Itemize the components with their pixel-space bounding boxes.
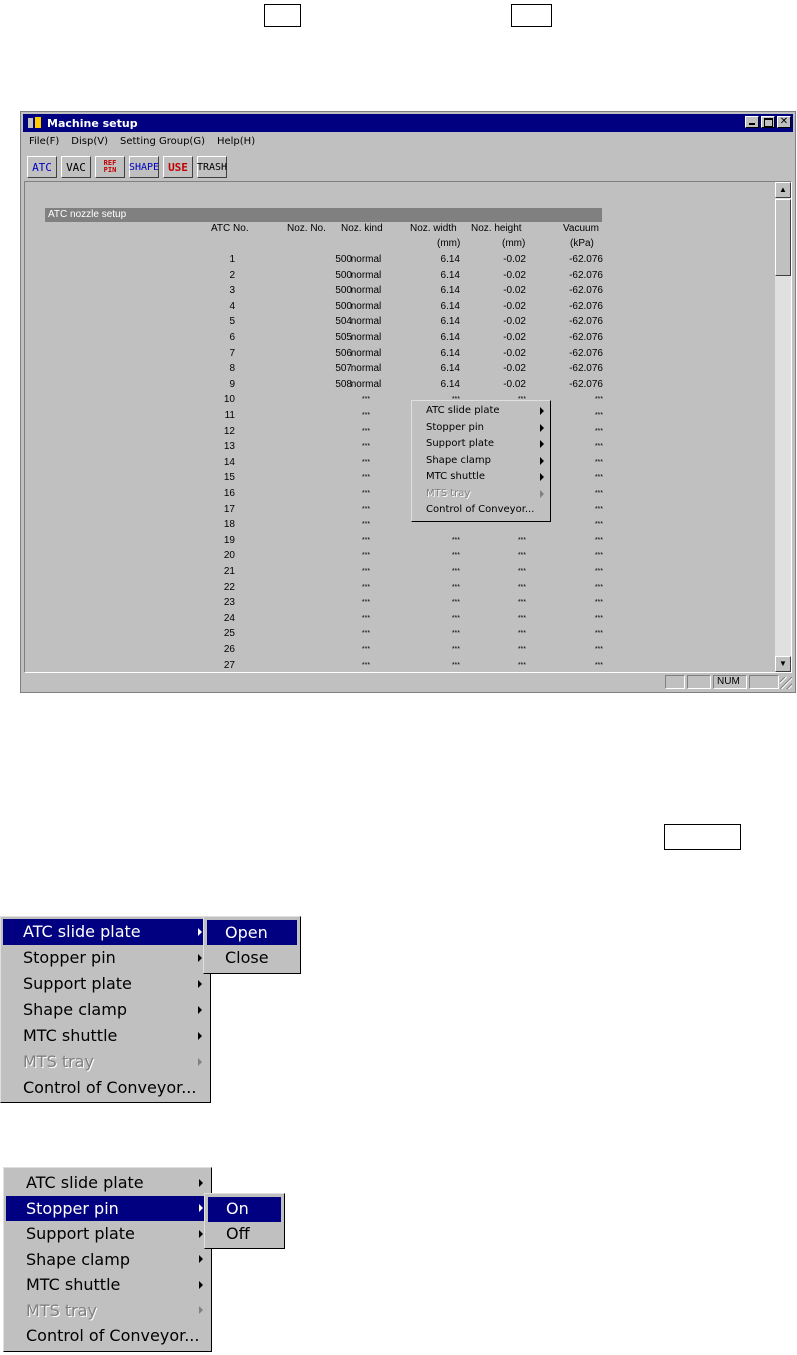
menu-setting-group[interactable]: Setting Group(G) xyxy=(119,136,205,147)
context-item-support-plate[interactable]: Support plate xyxy=(412,436,550,453)
submenu-arrow-icon xyxy=(199,1281,203,1289)
submenu-arrow-icon xyxy=(540,407,544,415)
cell-vacuum: *** xyxy=(594,521,603,529)
header-noz-width: Noz. width xyxy=(410,223,457,234)
menu-a-item-mtc-shuttle[interactable]: MTC shuttle xyxy=(3,1023,208,1049)
cell-vacuum: -62.076 xyxy=(569,347,603,359)
cell-noz-height: *** xyxy=(517,583,526,591)
menu-a-item-control-of-conveyor[interactable]: Control of Conveyor... xyxy=(23,1078,197,1097)
cell-noz-height: -0.02 xyxy=(503,363,526,375)
scroll-up-icon[interactable]: ▲ xyxy=(775,182,791,198)
cell-vacuum: *** xyxy=(594,583,603,591)
menu-file[interactable]: File(F) xyxy=(29,136,60,147)
cell-noz-kind: *** xyxy=(361,521,371,529)
table-row[interactable] xyxy=(25,595,625,611)
cell-atc-no: 27 xyxy=(223,659,235,671)
unit-width: (mm) xyxy=(437,238,461,249)
cell-vacuum: *** xyxy=(594,458,603,466)
cell-noz-kind: *** xyxy=(361,427,371,435)
cell-noz-height: -0.02 xyxy=(503,254,526,265)
menu-b xyxy=(3,1167,212,1352)
cell-vacuum: -62.076 xyxy=(569,285,603,297)
cell-atc-no: 2 xyxy=(229,269,235,281)
menu-b-item-control-of-conveyor[interactable]: Control of Conveyor... xyxy=(26,1326,200,1345)
cell-noz-kind: normal xyxy=(350,254,382,265)
menu-b-item-mts-tray: MTS tray xyxy=(6,1298,209,1324)
cell-noz-width: *** xyxy=(451,630,460,638)
cell-vacuum: *** xyxy=(594,536,603,544)
cell-atc-no: 20 xyxy=(223,550,235,562)
cell-noz-no: 506 xyxy=(335,347,352,359)
table-row[interactable] xyxy=(25,346,625,362)
menu-b-item-mtc-shuttle[interactable]: MTC shuttle xyxy=(6,1272,209,1298)
cell-vacuum: *** xyxy=(594,614,603,622)
cell-vacuum: *** xyxy=(594,646,603,653)
table-row[interactable] xyxy=(25,548,625,564)
cell-noz-height: -0.02 xyxy=(503,347,526,359)
window-title: Machine setup xyxy=(47,116,138,130)
cell-vacuum: *** xyxy=(594,490,603,497)
context-menu xyxy=(411,400,551,522)
submenu-arrow-icon xyxy=(199,1179,203,1187)
cell-noz-no: 500 xyxy=(335,254,352,265)
submenu-arrow-icon xyxy=(540,457,544,465)
cell-noz-kind: normal xyxy=(350,300,382,312)
cell-vacuum: *** xyxy=(594,396,603,404)
trash-button[interactable]: TRASH xyxy=(197,156,227,178)
cell-noz-kind: *** xyxy=(361,568,371,575)
menu-bar xyxy=(23,134,261,150)
cell-vacuum: *** xyxy=(594,412,603,419)
header-atc-no: ATC No. xyxy=(211,223,249,234)
cell-noz-height: *** xyxy=(517,552,526,560)
submenu-arrow-icon xyxy=(198,1006,202,1014)
table-row[interactable] xyxy=(25,642,625,658)
cell-noz-kind: *** xyxy=(361,630,371,638)
cell-noz-no: 500 xyxy=(335,285,352,297)
cell-vacuum: *** xyxy=(594,474,603,482)
cell-noz-height: -0.02 xyxy=(503,300,526,312)
cell-atc-no: 15 xyxy=(223,472,235,484)
cell-noz-width: 6.14 xyxy=(440,269,460,281)
header-noz-height: Noz. height xyxy=(471,223,522,234)
unit-height: (mm) xyxy=(502,238,526,249)
menu-a-sub-item-close[interactable]: Close xyxy=(225,948,269,967)
menu-a-sub-item-open[interactable]: Open xyxy=(207,920,297,945)
cell-vacuum: -62.076 xyxy=(569,269,603,281)
menu-b-item-atc-slide-plate[interactable]: ATC slide plate xyxy=(6,1170,209,1196)
header-noz-no: Noz. No. xyxy=(287,223,326,234)
cell-vacuum: *** xyxy=(594,599,603,607)
cell-noz-width: *** xyxy=(451,552,460,560)
menu-b-sub-item-off[interactable]: Off xyxy=(226,1223,250,1243)
menu-a-submenu xyxy=(203,916,301,974)
minimize-button[interactable] xyxy=(745,116,759,128)
submenu-arrow-icon xyxy=(540,440,544,448)
cell-atc-no: 18 xyxy=(223,519,235,531)
use-button[interactable]: USE xyxy=(163,156,193,178)
context-item-mts-tray: MTS tray xyxy=(412,486,550,503)
toolbar xyxy=(27,156,227,178)
cell-noz-no: 500 xyxy=(335,300,352,312)
cell-atc-no: 1 xyxy=(229,254,235,265)
submenu-arrow-icon xyxy=(199,1255,203,1263)
cell-noz-kind: normal xyxy=(350,363,382,375)
resize-grip[interactable] xyxy=(780,677,792,689)
submenu-arrow-icon xyxy=(540,473,544,481)
cell-noz-kind: *** xyxy=(361,505,371,513)
cell-noz-no: 507 xyxy=(335,363,352,375)
table-row[interactable] xyxy=(25,580,625,596)
cell-noz-height: -0.02 xyxy=(503,332,526,343)
cell-noz-width: *** xyxy=(451,646,460,653)
cell-noz-kind: *** xyxy=(361,396,371,404)
cell-vacuum: -62.076 xyxy=(569,332,603,343)
cell-vacuum: *** xyxy=(594,505,603,513)
cell-noz-kind: *** xyxy=(361,661,371,669)
menu-b-item-support-plate[interactable]: Support plate xyxy=(6,1221,209,1247)
submenu-arrow-icon xyxy=(198,980,202,988)
cell-noz-height: -0.02 xyxy=(503,285,526,297)
menu-a-item-mts-tray: MTS tray xyxy=(3,1049,208,1075)
cell-noz-kind: *** xyxy=(361,474,371,482)
cell-noz-width: *** xyxy=(451,536,460,544)
cell-noz-no: 505 xyxy=(335,332,352,343)
cell-atc-no: 9 xyxy=(229,378,235,390)
shape-button[interactable]: SHAPE xyxy=(129,156,159,178)
cell-noz-kind: normal xyxy=(350,347,382,359)
cell-noz-kind: normal xyxy=(350,332,382,343)
header-vacuum: Vacuum xyxy=(563,223,599,234)
cell-vacuum: -62.076 xyxy=(569,316,603,328)
cell-vacuum: *** xyxy=(594,568,603,575)
cell-noz-kind: normal xyxy=(350,269,382,281)
cell-noz-kind: *** xyxy=(361,458,371,466)
table-row[interactable] xyxy=(25,252,625,268)
cell-noz-kind: normal xyxy=(350,285,382,297)
blank-box-2 xyxy=(511,4,552,27)
title-bar[interactable] xyxy=(23,114,793,132)
blank-box-3 xyxy=(664,824,741,850)
table-row[interactable] xyxy=(25,299,625,315)
table-row[interactable] xyxy=(25,314,625,330)
submenu-arrow-icon xyxy=(540,490,544,498)
cell-atc-no: 26 xyxy=(223,644,235,655)
context-item-mtc-shuttle[interactable]: MTC shuttle xyxy=(412,469,550,486)
cell-atc-no: 6 xyxy=(229,332,235,343)
table-row[interactable] xyxy=(25,361,625,377)
cell-atc-no: 13 xyxy=(223,441,235,453)
context-item-control-of-conveyor[interactable]: Control of Conveyor... xyxy=(426,504,535,515)
cell-atc-no: 19 xyxy=(223,534,235,546)
cell-noz-kind: *** xyxy=(361,583,371,591)
cell-atc-no: 16 xyxy=(223,488,235,499)
menu-a-item-shape-clamp[interactable]: Shape clamp xyxy=(3,997,208,1023)
cell-noz-no: 500 xyxy=(335,269,352,281)
cell-noz-height: *** xyxy=(517,568,526,575)
context-item-shape-clamp[interactable]: Shape clamp xyxy=(412,453,550,470)
menu-a xyxy=(0,916,211,1103)
cell-atc-no: 5 xyxy=(229,316,235,328)
cell-noz-kind: normal xyxy=(350,316,382,328)
menu-b-item-shape-clamp[interactable]: Shape clamp xyxy=(6,1247,209,1273)
cell-atc-no: 14 xyxy=(223,456,235,468)
vertical-scrollbar[interactable] xyxy=(775,182,791,672)
cell-noz-kind: *** xyxy=(361,443,371,451)
cell-noz-height: -0.02 xyxy=(503,378,526,390)
cell-noz-kind: *** xyxy=(361,412,371,419)
menu-b-item-stopper-pin[interactable]: Stopper pin xyxy=(6,1196,209,1222)
cell-noz-width: *** xyxy=(451,661,460,669)
cell-noz-width: 6.14 xyxy=(440,254,460,265)
context-item-stopper-pin[interactable]: Stopper pin xyxy=(412,420,550,437)
maximize-button[interactable] xyxy=(761,116,775,128)
cell-noz-width: *** xyxy=(451,599,460,607)
status-pane-1 xyxy=(665,675,685,689)
atc-button[interactable]: ATC xyxy=(27,156,57,178)
submenu-arrow-icon xyxy=(199,1204,203,1212)
scroll-thumb[interactable] xyxy=(775,199,791,276)
menu-b-sub-item-on[interactable]: On xyxy=(208,1197,281,1222)
status-bar xyxy=(23,674,793,690)
cell-vacuum: *** xyxy=(594,661,603,669)
client-area xyxy=(24,181,792,673)
context-item-atc-slide-plate[interactable]: ATC slide plate xyxy=(412,403,550,420)
cell-noz-width: *** xyxy=(451,614,460,622)
scroll-down-icon[interactable]: ▼ xyxy=(775,656,791,672)
status-pane-2 xyxy=(687,675,711,689)
cell-noz-width: 6.14 xyxy=(440,332,460,343)
cell-atc-no: 12 xyxy=(223,425,235,437)
cell-noz-width: *** xyxy=(451,583,460,591)
cell-noz-width: *** xyxy=(451,568,460,575)
blank-box-1 xyxy=(264,4,301,27)
header-noz-kind: Noz. kind xyxy=(341,223,383,234)
cell-noz-width: 6.14 xyxy=(440,316,460,328)
cell-vacuum: -62.076 xyxy=(569,254,603,265)
submenu-arrow-icon xyxy=(198,1032,202,1040)
cell-vacuum: *** xyxy=(594,630,603,638)
cell-noz-kind: *** xyxy=(361,614,371,622)
cell-atc-no: 22 xyxy=(223,581,235,593)
cell-noz-height: *** xyxy=(517,536,526,544)
cell-noz-kind: *** xyxy=(361,599,371,607)
cell-noz-kind: normal xyxy=(350,378,382,390)
menu-a-item-atc-slide-plate[interactable]: ATC slide plate xyxy=(3,919,208,945)
vac-button[interactable]: VAC xyxy=(61,156,91,178)
cell-vacuum: *** xyxy=(594,552,603,560)
unit-vacuum: (kPa) xyxy=(570,238,594,249)
cell-noz-height: *** xyxy=(517,661,526,669)
table-row[interactable] xyxy=(25,268,625,284)
cell-atc-no: 7 xyxy=(229,347,235,359)
cell-noz-height: -0.02 xyxy=(503,316,526,328)
cell-noz-height: *** xyxy=(517,646,526,653)
submenu-arrow-icon xyxy=(199,1306,203,1314)
cell-atc-no: 8 xyxy=(229,363,235,375)
cell-noz-height: *** xyxy=(517,630,526,638)
table-row[interactable] xyxy=(25,533,625,549)
cell-noz-width: 6.14 xyxy=(440,363,460,375)
machine-setup-window xyxy=(20,111,796,693)
table-row[interactable] xyxy=(25,283,625,299)
cell-atc-no: 25 xyxy=(223,628,235,640)
cell-atc-no: 24 xyxy=(223,612,235,624)
cell-atc-no: 11 xyxy=(224,410,235,421)
cell-noz-kind: *** xyxy=(361,536,371,544)
cell-noz-kind: *** xyxy=(361,490,371,497)
menu-disp[interactable]: Disp(V) xyxy=(71,136,108,147)
status-pane-4 xyxy=(749,675,779,689)
submenu-arrow-icon xyxy=(540,424,544,432)
submenu-arrow-icon xyxy=(199,1230,203,1238)
cell-noz-width: 6.14 xyxy=(440,378,460,390)
table-row[interactable] xyxy=(25,658,625,673)
cell-vacuum: -62.076 xyxy=(569,363,603,375)
cell-noz-kind: *** xyxy=(361,646,371,653)
submenu-arrow-icon xyxy=(198,1058,202,1066)
status-num: NUM xyxy=(713,675,747,689)
cell-noz-kind: *** xyxy=(361,552,371,560)
table-row[interactable] xyxy=(25,377,625,393)
machine-icon xyxy=(27,116,43,130)
cell-noz-width: 6.14 xyxy=(440,300,460,312)
table-row[interactable] xyxy=(25,626,625,642)
cell-atc-no: 17 xyxy=(223,503,235,515)
cell-atc-no: 21 xyxy=(223,566,235,577)
cell-noz-height: *** xyxy=(517,614,526,622)
table-row[interactable] xyxy=(25,611,625,627)
table-row[interactable] xyxy=(25,564,625,580)
cell-vacuum: *** xyxy=(594,427,603,435)
cell-atc-no: 4 xyxy=(229,300,235,312)
cell-atc-no: 10 xyxy=(223,394,235,406)
submenu-arrow-icon xyxy=(198,928,202,936)
cell-noz-height: -0.02 xyxy=(503,269,526,281)
section-title: ATC nozzle setup xyxy=(45,208,602,222)
menu-a-item-support-plate[interactable]: Support plate xyxy=(3,971,208,997)
cell-noz-height: *** xyxy=(517,599,526,607)
close-button[interactable]: ✕ xyxy=(777,116,791,128)
cell-vacuum: *** xyxy=(594,443,603,451)
menu-b-submenu xyxy=(204,1193,285,1249)
menu-a-item-stopper-pin[interactable]: Stopper pin xyxy=(3,945,208,971)
cell-vacuum: -62.076 xyxy=(569,378,603,390)
submenu-arrow-icon xyxy=(198,954,202,962)
cell-noz-width: 6.14 xyxy=(440,285,460,297)
cell-atc-no: 23 xyxy=(223,597,235,609)
cell-vacuum: -62.076 xyxy=(569,300,603,312)
table-row[interactable] xyxy=(25,330,625,346)
menu-help[interactable]: Help(H) xyxy=(216,136,256,147)
cell-noz-no: 508 xyxy=(335,378,352,390)
cell-noz-no: 504 xyxy=(335,316,352,328)
cell-atc-no: 3 xyxy=(229,285,235,297)
cell-noz-width: 6.14 xyxy=(440,347,460,359)
ref-pin-button[interactable]: REF PIN xyxy=(95,156,125,178)
